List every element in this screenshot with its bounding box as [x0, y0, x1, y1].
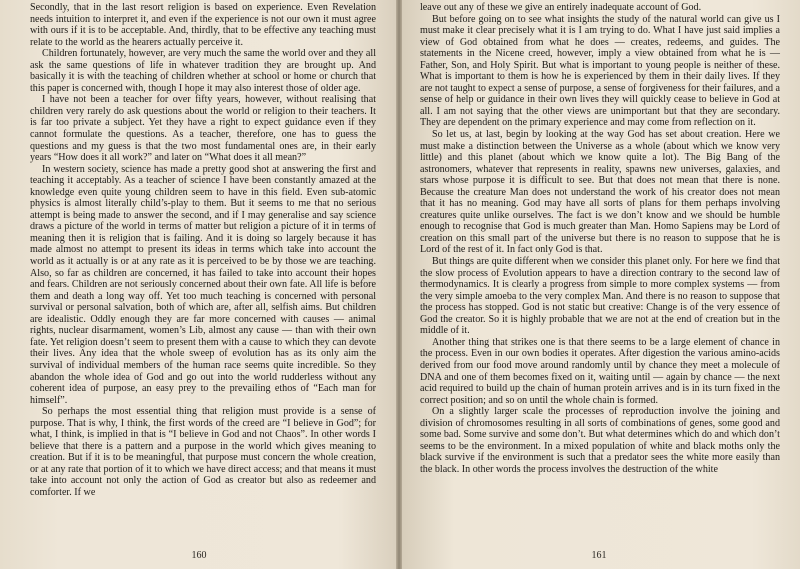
paragraph: Secondly, that in the last resort religion is based on experience. Even Revelation needs intuition to interpret it, and even if the experience is not our own it must agree with ours if it is to be acceptable. And, thirdly, that to be effective any teaching must relate to the world as the hearers actually perceive it. — [30, 2, 376, 48]
paragraph: So perhaps the most essential thing that religion must provide is a sense of purpose. That is why, I think, the first words of the creed are “I believe in God”; for what, I think, is implied in that is “I believe in God and not Chaos”. In other words I believe that there is a pattern and a purpose in the world which gives meaning to creation. But if it is to be meaningful, that purpose must concern the whole creation, or at any rate that portion of it to which we have direct access; and that means it must take into account not only the action of God as creator but also as redeemer and comforter. If we — [30, 406, 376, 498]
paragraph: leave out any of these we give an entirely inadequate account of God. — [420, 2, 702, 13]
page-number: 160 — [191, 550, 207, 561]
left-page-text — [30, 2, 376, 499]
paragraph: Children fortunately, however, are very much the same the world over and they all ask the same questions of life in whatever tradition they are brought up. And basically it is with the teaching of children whether at school or home or church that this paper is concerned with, though I hope it may also interest those of older age. — [30, 48, 376, 94]
paragraph: In western society, science has made a pretty good shot at answering the first and teaching it acceptably. As a teacher of science I have been constantly amazed at the knowledge even quite young children seem to have in this field. Even sub-atomic physics is almost literally child’s-play to them. But it seems to me that no serious attempt is being made to answer the second, and if I may generalise and say science draws a picture of the world in terms of matter but religion a picture of it in terms of meaning then it is religion that is failing. And it is doing so largely because it has made almost no attempt to present its ideas in terms which take into account the world as it actually is or at any rate as it is perceived to be by those we are teaching. Also, so far as children are concerned, it has failed to take into account their hopes and fears. Children are not seriously concerned about their own fate. All life is before them and death a long way off. Yet too much teaching is concerned with personal survival or personal salvation, both of which are, after all, selfish aims. But children are idealistic. Oddly enough they are far more concerned with causes — animal rights, nuclear disarmament, women’s Lib, almost any cause — than with their own fate. Yet religion doesn’t seem to present them with a cause to which they can devote their lives. Any idea that the whole sweep of evolution has as its only aim the survival of individual members of the human race seems quite incredible. So they abandon the whole idea of God and go out into the world rudderless without any coherent idea of purpose, an easy prey to the prevailing ethos of “Each man for himself”. — [30, 163, 376, 406]
paragraph: Another thing that strikes one is that there seems to be a large element of chance in the process. Even in our own bodies it operates. After digestion the various amino-acids derived from our food move around randomly until by chance they meet a molecule of DNA and one of them becomes fixed on it, waiting until — again by chance — the next acid required to build up the chain of human protein arrives and is in its turn fixed in the correct position; and so on until the whole chain is formed. — [420, 336, 780, 406]
page-number: 161 — [591, 550, 607, 561]
paragraph: I have not been a teacher for over fifty years, however, without realising that children very rarely do ask questions about the world or religion to their teachers. It is far too private a subject. Yet they have a right to expect guidance even if they cannot formulate the questions. As a teacher, therefore, one has to guess the questions and my guess is that the two most fundamental ones are, in their early years “How does it all work?” and later on “What does it all mean?” — [30, 94, 376, 164]
right-page-text — [420, 2, 780, 475]
left-page — [0, 0, 398, 569]
paragraph: On a slightly larger scale the processes of reproduction involve the joining and division of chromosomes resulting in all sorts of combinations of genes, some good and some bad. Some survive and some don’t. But what determines which do and which don’t seems to be the environment. In a mixed population of white and black moths only the black survive if the environment is such that a predator sees the white more easily than the black. In other words the process involves the destruction of the white — [420, 406, 780, 475]
paragraph: But before going on to see what insights the study of the natural world can give us I must make it clear precisely what it is I am trying to do. What I have just said implies a view of God obtained from what he does — creates, redeems, and guides. The statements in the Nicene creed, however, imply a view obtained from what he is — Father, Son, and Holy Spirit. But what is important to young people is neither of these. What is important to them is how he is experienced by them in their daily lives. If they are not taught to expect a sense of purpose, a sense of forgiveness for their failures, and a sense of help or guidance in their own lives they will quickly cease to believe in God at all. I am not saying that the other views are unimportant but that they are secondary. They are dependent on the primary experience and may come from reflection on it. — [420, 13, 780, 129]
right-page — [398, 0, 800, 569]
paragraph: So let us, at last, begin by looking at the way God has set about creation. Here we must make a distinction between the Universe as a whole (about which we know very little) and this planet (about which we know quite a lot). The Big Bang of the astronomers, whatever that represents in reality, spawns new universes, galaxies, and stars whose purpose it is difficult to see. But that does not mean that there is none. Because the creature Man does not understand the work of his creator does not mean that it has no meaning. God may have all sorts of plans for them perhaps involving creatures quite unlike ourselves. The fact is we don’t know and we should be humble enough to recognise that God is much greater than Man. Homo Sapiens may be Lord of creation on this small part of the universe but there is no reason to suppose that he is Lord of the rest of it. In fact only God is that. — [420, 129, 780, 256]
paragraph: But things are quite different when we consider this planet only. For here we find that the slow process of Evolution appears to have a direction contrary to the second law of thermodynamics. It is clearly a progress from simple to more complex systems — from the very simple amoeba to the very complex Man. And there is no reason to suppose that the process has stopped. God is not static but creative: Change is of the very essence of God the creator. So it is highly probable that we are not at the end of creation but in the middle of it. — [420, 256, 780, 337]
book-gutter — [396, 0, 402, 569]
